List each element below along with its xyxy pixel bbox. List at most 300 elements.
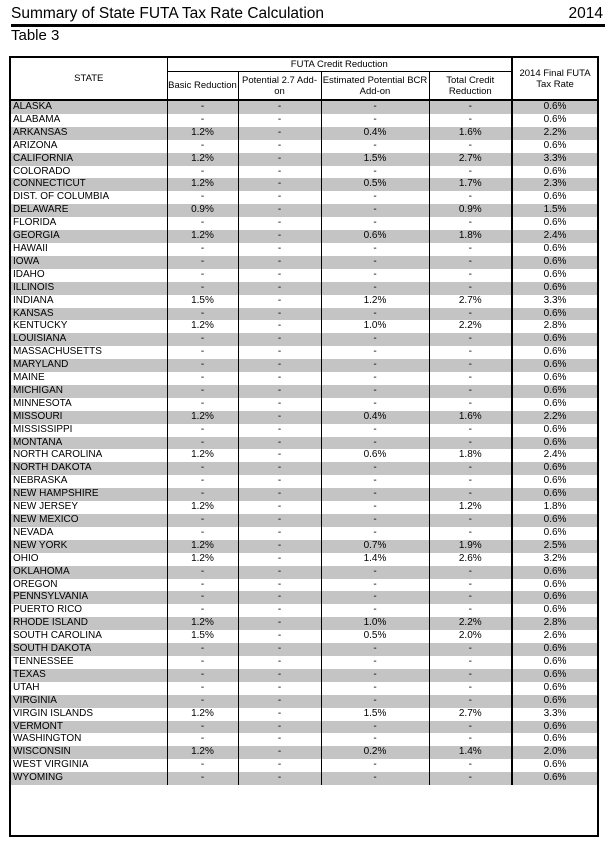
- bcr-addon-cell: -: [321, 346, 429, 359]
- final-rate-cell: 2.6%: [512, 630, 597, 643]
- state-cell: WYOMING: [11, 772, 167, 785]
- bcr-addon-cell: -: [321, 385, 429, 398]
- basic-reduction-cell: -: [167, 643, 238, 656]
- bcr-addon-cell: -: [321, 695, 429, 708]
- final-rate-cell: 0.6%: [512, 191, 597, 204]
- table-row: [11, 759, 597, 772]
- bcr-addon-cell: -: [321, 204, 429, 217]
- potential-addon-cell: -: [238, 256, 321, 269]
- potential-addon-cell: -: [238, 746, 321, 759]
- final-rate-cell: 0.6%: [512, 514, 597, 527]
- final-rate-cell: 0.6%: [512, 398, 597, 411]
- bcr-addon-cell: -: [321, 733, 429, 746]
- basic-reduction-cell: -: [167, 282, 238, 295]
- table-row: [11, 772, 597, 785]
- total-reduction-cell: -: [429, 591, 512, 604]
- table-row: [11, 230, 597, 243]
- total-reduction-cell: -: [429, 437, 512, 450]
- final-rate-cell: 2.5%: [512, 540, 597, 553]
- final-rate-cell: 0.6%: [512, 579, 597, 592]
- total-reduction-cell: 1.8%: [429, 449, 512, 462]
- potential-addon-cell: -: [238, 488, 321, 501]
- state-cell: MISSOURI: [11, 411, 167, 424]
- table-row: [11, 708, 597, 721]
- table-row: [11, 591, 597, 604]
- potential-addon-cell: -: [238, 708, 321, 721]
- header-total-reduction: Total Credit Reduction: [429, 72, 512, 101]
- total-reduction-cell: -: [429, 385, 512, 398]
- total-reduction-cell: -: [429, 656, 512, 669]
- final-rate-cell: 0.6%: [512, 269, 597, 282]
- table-row: [11, 411, 597, 424]
- total-reduction-cell: -: [429, 566, 512, 579]
- potential-addon-cell: -: [238, 475, 321, 488]
- final-rate-cell: 0.6%: [512, 372, 597, 385]
- basic-reduction-cell: -: [167, 346, 238, 359]
- total-reduction-cell: 0.9%: [429, 204, 512, 217]
- potential-addon-cell: -: [238, 178, 321, 191]
- potential-addon-cell: -: [238, 501, 321, 514]
- total-reduction-cell: 2.0%: [429, 630, 512, 643]
- basic-reduction-cell: -: [167, 424, 238, 437]
- bcr-addon-cell: 1.2%: [321, 295, 429, 308]
- bcr-addon-cell: 0.2%: [321, 746, 429, 759]
- table-row: [11, 204, 597, 217]
- bcr-addon-cell: 1.0%: [321, 320, 429, 333]
- final-rate-cell: 3.3%: [512, 153, 597, 166]
- basic-reduction-cell: 1.2%: [167, 617, 238, 630]
- total-reduction-cell: -: [429, 166, 512, 179]
- table-row: [11, 333, 597, 346]
- bcr-addon-cell: -: [321, 333, 429, 346]
- final-rate-cell: 2.2%: [512, 411, 597, 424]
- potential-addon-cell: -: [238, 191, 321, 204]
- basic-reduction-cell: 1.2%: [167, 540, 238, 553]
- total-reduction-cell: -: [429, 682, 512, 695]
- total-reduction-cell: -: [429, 346, 512, 359]
- final-rate-cell: 0.6%: [512, 733, 597, 746]
- state-cell: OREGON: [11, 579, 167, 592]
- state-cell: OKLAHOMA: [11, 566, 167, 579]
- basic-reduction-cell: 1.2%: [167, 178, 238, 191]
- total-reduction-cell: -: [429, 643, 512, 656]
- table-row: [11, 721, 597, 734]
- bcr-addon-cell: -: [321, 140, 429, 153]
- potential-addon-cell: -: [238, 269, 321, 282]
- state-cell: RHODE ISLAND: [11, 617, 167, 630]
- state-cell: HAWAII: [11, 243, 167, 256]
- total-reduction-cell: -: [429, 282, 512, 295]
- table-row: [11, 385, 597, 398]
- final-rate-cell: 2.4%: [512, 230, 597, 243]
- final-rate-cell: 0.6%: [512, 721, 597, 734]
- bcr-addon-cell: -: [321, 566, 429, 579]
- state-cell: ARIZONA: [11, 140, 167, 153]
- table-row: [11, 656, 597, 669]
- total-reduction-cell: -: [429, 669, 512, 682]
- bcr-addon-cell: -: [321, 721, 429, 734]
- bcr-addon-cell: -: [321, 269, 429, 282]
- state-cell: INDIANA: [11, 295, 167, 308]
- table-row: [11, 178, 597, 191]
- table-row: [11, 643, 597, 656]
- final-rate-cell: 0.6%: [512, 385, 597, 398]
- total-reduction-cell: -: [429, 398, 512, 411]
- state-cell: ALABAMA: [11, 114, 167, 127]
- bcr-addon-cell: 0.4%: [321, 411, 429, 424]
- bcr-addon-cell: 1.5%: [321, 708, 429, 721]
- table-row: [11, 669, 597, 682]
- table-row: [11, 256, 597, 269]
- total-reduction-cell: -: [429, 191, 512, 204]
- table-row: [11, 359, 597, 372]
- final-rate-cell: 0.6%: [512, 591, 597, 604]
- potential-addon-cell: -: [238, 217, 321, 230]
- final-rate-cell: 0.6%: [512, 217, 597, 230]
- total-reduction-cell: 1.2%: [429, 501, 512, 514]
- bcr-addon-cell: -: [321, 475, 429, 488]
- bcr-addon-cell: 0.6%: [321, 449, 429, 462]
- total-reduction-cell: -: [429, 721, 512, 734]
- final-rate-cell: 0.6%: [512, 256, 597, 269]
- basic-reduction-cell: 1.2%: [167, 449, 238, 462]
- potential-addon-cell: -: [238, 166, 321, 179]
- total-reduction-cell: -: [429, 579, 512, 592]
- final-rate-cell: 2.8%: [512, 320, 597, 333]
- final-rate-cell: 0.6%: [512, 308, 597, 321]
- table-row: [11, 514, 597, 527]
- potential-addon-cell: -: [238, 100, 321, 114]
- document-title: Summary of State FUTA Tax Rate Calculation: [11, 5, 324, 22]
- bcr-addon-cell: -: [321, 100, 429, 114]
- bcr-addon-cell: -: [321, 669, 429, 682]
- basic-reduction-cell: 1.2%: [167, 320, 238, 333]
- total-reduction-cell: -: [429, 488, 512, 501]
- total-reduction-cell: -: [429, 424, 512, 437]
- table-row: [11, 695, 597, 708]
- total-reduction-cell: -: [429, 243, 512, 256]
- bcr-addon-cell: 1.0%: [321, 617, 429, 630]
- basic-reduction-cell: -: [167, 372, 238, 385]
- potential-addon-cell: -: [238, 540, 321, 553]
- state-cell: ARKANSAS: [11, 127, 167, 140]
- state-cell: SOUTH CAROLINA: [11, 630, 167, 643]
- bcr-addon-cell: 0.5%: [321, 630, 429, 643]
- potential-addon-cell: -: [238, 140, 321, 153]
- table-row: [11, 475, 597, 488]
- potential-addon-cell: -: [238, 333, 321, 346]
- bcr-addon-cell: -: [321, 308, 429, 321]
- potential-addon-cell: -: [238, 127, 321, 140]
- table-row: [11, 566, 597, 579]
- total-reduction-cell: -: [429, 604, 512, 617]
- bcr-addon-cell: -: [321, 437, 429, 450]
- basic-reduction-cell: 1.2%: [167, 153, 238, 166]
- total-reduction-cell: 1.8%: [429, 230, 512, 243]
- total-reduction-cell: 2.6%: [429, 553, 512, 566]
- potential-addon-cell: -: [238, 514, 321, 527]
- bcr-addon-cell: -: [321, 656, 429, 669]
- potential-addon-cell: -: [238, 591, 321, 604]
- table-row: [11, 733, 597, 746]
- potential-addon-cell: -: [238, 695, 321, 708]
- table-row: [11, 166, 597, 179]
- state-cell: VIRGIN ISLANDS: [11, 708, 167, 721]
- basic-reduction-cell: 0.9%: [167, 204, 238, 217]
- basic-reduction-cell: -: [167, 256, 238, 269]
- potential-addon-cell: -: [238, 772, 321, 785]
- title-row: [11, 4, 605, 27]
- table-row: [11, 398, 597, 411]
- state-cell: IDAHO: [11, 269, 167, 282]
- final-rate-cell: 3.3%: [512, 708, 597, 721]
- total-reduction-cell: 1.7%: [429, 178, 512, 191]
- basic-reduction-cell: -: [167, 398, 238, 411]
- state-cell: GEORGIA: [11, 230, 167, 243]
- table-row: [11, 127, 597, 140]
- state-cell: NEBRASKA: [11, 475, 167, 488]
- state-cell: KANSAS: [11, 308, 167, 321]
- bcr-addon-cell: -: [321, 372, 429, 385]
- total-reduction-cell: -: [429, 100, 512, 114]
- potential-addon-cell: -: [238, 553, 321, 566]
- basic-reduction-cell: -: [167, 579, 238, 592]
- bcr-addon-cell: -: [321, 359, 429, 372]
- potential-addon-cell: -: [238, 669, 321, 682]
- total-reduction-cell: -: [429, 217, 512, 230]
- basic-reduction-cell: -: [167, 437, 238, 450]
- final-rate-cell: 0.6%: [512, 282, 597, 295]
- state-cell: TENNESSEE: [11, 656, 167, 669]
- bcr-addon-cell: 0.6%: [321, 230, 429, 243]
- final-rate-cell: 0.6%: [512, 346, 597, 359]
- state-cell: DIST. OF COLUMBIA: [11, 191, 167, 204]
- table-row: [11, 153, 597, 166]
- document-year: 2014: [568, 5, 603, 22]
- total-reduction-cell: 1.9%: [429, 540, 512, 553]
- bcr-addon-cell: -: [321, 591, 429, 604]
- total-reduction-cell: -: [429, 733, 512, 746]
- bcr-addon-cell: -: [321, 488, 429, 501]
- table-row: [11, 320, 597, 333]
- final-rate-cell: 1.5%: [512, 204, 597, 217]
- table-row: [11, 488, 597, 501]
- table-row: [11, 682, 597, 695]
- potential-addon-cell: -: [238, 372, 321, 385]
- potential-addon-cell: -: [238, 308, 321, 321]
- bcr-addon-cell: 0.4%: [321, 127, 429, 140]
- bcr-addon-cell: -: [321, 772, 429, 785]
- bcr-addon-cell: -: [321, 166, 429, 179]
- total-reduction-cell: -: [429, 462, 512, 475]
- state-cell: WEST VIRGINIA: [11, 759, 167, 772]
- final-rate-cell: 0.6%: [512, 527, 597, 540]
- header-basic-reduction: Basic Reduction: [167, 72, 238, 101]
- state-cell: FLORIDA: [11, 217, 167, 230]
- basic-reduction-cell: -: [167, 733, 238, 746]
- potential-addon-cell: -: [238, 759, 321, 772]
- basic-reduction-cell: -: [167, 191, 238, 204]
- potential-addon-cell: -: [238, 682, 321, 695]
- bcr-addon-cell: -: [321, 527, 429, 540]
- potential-addon-cell: -: [238, 424, 321, 437]
- header-bcr-addon: Estimated Potential BCR Add-on: [321, 72, 429, 101]
- bcr-addon-cell: -: [321, 462, 429, 475]
- final-rate-cell: 0.6%: [512, 695, 597, 708]
- basic-reduction-cell: 1.2%: [167, 553, 238, 566]
- table-row: [11, 308, 597, 321]
- potential-addon-cell: -: [238, 114, 321, 127]
- state-cell: ALASKA: [11, 100, 167, 114]
- basic-reduction-cell: -: [167, 475, 238, 488]
- table-row: [11, 437, 597, 450]
- basic-reduction-cell: -: [167, 166, 238, 179]
- potential-addon-cell: -: [238, 346, 321, 359]
- state-cell: MAINE: [11, 372, 167, 385]
- state-cell: MICHIGAN: [11, 385, 167, 398]
- table-row: [11, 295, 597, 308]
- table-row: [11, 346, 597, 359]
- final-rate-cell: 0.6%: [512, 475, 597, 488]
- table-row: [11, 449, 597, 462]
- final-rate-cell: 0.6%: [512, 437, 597, 450]
- potential-addon-cell: -: [238, 411, 321, 424]
- total-reduction-cell: -: [429, 114, 512, 127]
- potential-addon-cell: -: [238, 527, 321, 540]
- state-cell: NEW YORK: [11, 540, 167, 553]
- basic-reduction-cell: -: [167, 308, 238, 321]
- potential-addon-cell: -: [238, 230, 321, 243]
- bcr-addon-cell: -: [321, 759, 429, 772]
- futa-rate-table: [11, 58, 597, 785]
- total-reduction-cell: -: [429, 772, 512, 785]
- state-cell: PUERTO RICO: [11, 604, 167, 617]
- basic-reduction-cell: -: [167, 682, 238, 695]
- total-reduction-cell: -: [429, 514, 512, 527]
- table-row: [11, 617, 597, 630]
- final-rate-cell: 0.6%: [512, 462, 597, 475]
- total-reduction-cell: -: [429, 695, 512, 708]
- table-row: [11, 579, 597, 592]
- basic-reduction-cell: -: [167, 100, 238, 114]
- basic-reduction-cell: -: [167, 514, 238, 527]
- state-cell: MISSISSIPPI: [11, 424, 167, 437]
- basic-reduction-cell: 1.5%: [167, 630, 238, 643]
- basic-reduction-cell: 1.2%: [167, 127, 238, 140]
- bcr-addon-cell: -: [321, 514, 429, 527]
- final-rate-cell: 0.6%: [512, 759, 597, 772]
- state-cell: CALIFORNIA: [11, 153, 167, 166]
- final-rate-cell: 0.6%: [512, 488, 597, 501]
- final-rate-cell: 0.6%: [512, 359, 597, 372]
- total-reduction-cell: 1.6%: [429, 411, 512, 424]
- table-row: [11, 630, 597, 643]
- table-row: [11, 527, 597, 540]
- table-row: [11, 372, 597, 385]
- table-body: [11, 100, 597, 785]
- basic-reduction-cell: -: [167, 217, 238, 230]
- header-futa-credit-reduction: FUTA Credit Reduction: [167, 58, 512, 72]
- basic-reduction-cell: 1.2%: [167, 411, 238, 424]
- state-cell: WASHINGTON: [11, 733, 167, 746]
- basic-reduction-cell: -: [167, 759, 238, 772]
- state-cell: NEW JERSEY: [11, 501, 167, 514]
- basic-reduction-cell: -: [167, 695, 238, 708]
- basic-reduction-cell: -: [167, 385, 238, 398]
- table-row: [11, 501, 597, 514]
- state-cell: PENNSYLVANIA: [11, 591, 167, 604]
- potential-addon-cell: -: [238, 733, 321, 746]
- state-cell: IOWA: [11, 256, 167, 269]
- potential-addon-cell: -: [238, 462, 321, 475]
- bcr-addon-cell: 0.5%: [321, 178, 429, 191]
- bcr-addon-cell: -: [321, 191, 429, 204]
- potential-addon-cell: -: [238, 359, 321, 372]
- potential-addon-cell: -: [238, 204, 321, 217]
- total-reduction-cell: -: [429, 140, 512, 153]
- potential-addon-cell: -: [238, 153, 321, 166]
- table-row: [11, 100, 597, 114]
- final-rate-cell: 2.2%: [512, 127, 597, 140]
- state-cell: VERMONT: [11, 721, 167, 734]
- bcr-addon-cell: -: [321, 501, 429, 514]
- bcr-addon-cell: -: [321, 282, 429, 295]
- bcr-addon-cell: -: [321, 604, 429, 617]
- state-cell: NEVADA: [11, 527, 167, 540]
- final-rate-cell: 0.6%: [512, 643, 597, 656]
- bcr-addon-cell: -: [321, 424, 429, 437]
- futa-table-container: [9, 56, 599, 837]
- state-cell: TEXAS: [11, 669, 167, 682]
- table-row: [11, 540, 597, 553]
- potential-addon-cell: -: [238, 656, 321, 669]
- final-rate-cell: 0.6%: [512, 424, 597, 437]
- table-row: [11, 604, 597, 617]
- potential-addon-cell: -: [238, 282, 321, 295]
- table-row: [11, 462, 597, 475]
- header-final-rate: 2014 Final FUTA Tax Rate: [512, 58, 597, 100]
- total-reduction-cell: -: [429, 527, 512, 540]
- state-cell: MASSACHUSETTS: [11, 346, 167, 359]
- table-row: [11, 269, 597, 282]
- bcr-addon-cell: 1.4%: [321, 553, 429, 566]
- basic-reduction-cell: -: [167, 669, 238, 682]
- bcr-addon-cell: -: [321, 398, 429, 411]
- potential-addon-cell: -: [238, 398, 321, 411]
- final-rate-cell: 0.6%: [512, 656, 597, 669]
- basic-reduction-cell: -: [167, 772, 238, 785]
- potential-addon-cell: -: [238, 617, 321, 630]
- state-cell: KENTUCKY: [11, 320, 167, 333]
- final-rate-cell: 0.6%: [512, 333, 597, 346]
- state-cell: SOUTH DAKOTA: [11, 643, 167, 656]
- state-cell: VIRGINIA: [11, 695, 167, 708]
- final-rate-cell: 2.4%: [512, 449, 597, 462]
- final-rate-cell: 3.3%: [512, 295, 597, 308]
- bcr-addon-cell: -: [321, 217, 429, 230]
- final-rate-cell: 2.0%: [512, 746, 597, 759]
- header-state: STATE: [11, 58, 167, 100]
- header-potential-addon: Potential 2.7 Add-on: [238, 72, 321, 101]
- state-cell: COLORADO: [11, 166, 167, 179]
- basic-reduction-cell: -: [167, 269, 238, 282]
- final-rate-cell: 0.6%: [512, 140, 597, 153]
- basic-reduction-cell: 1.2%: [167, 230, 238, 243]
- state-cell: UTAH: [11, 682, 167, 695]
- total-reduction-cell: -: [429, 359, 512, 372]
- table-row: [11, 114, 597, 127]
- total-reduction-cell: -: [429, 475, 512, 488]
